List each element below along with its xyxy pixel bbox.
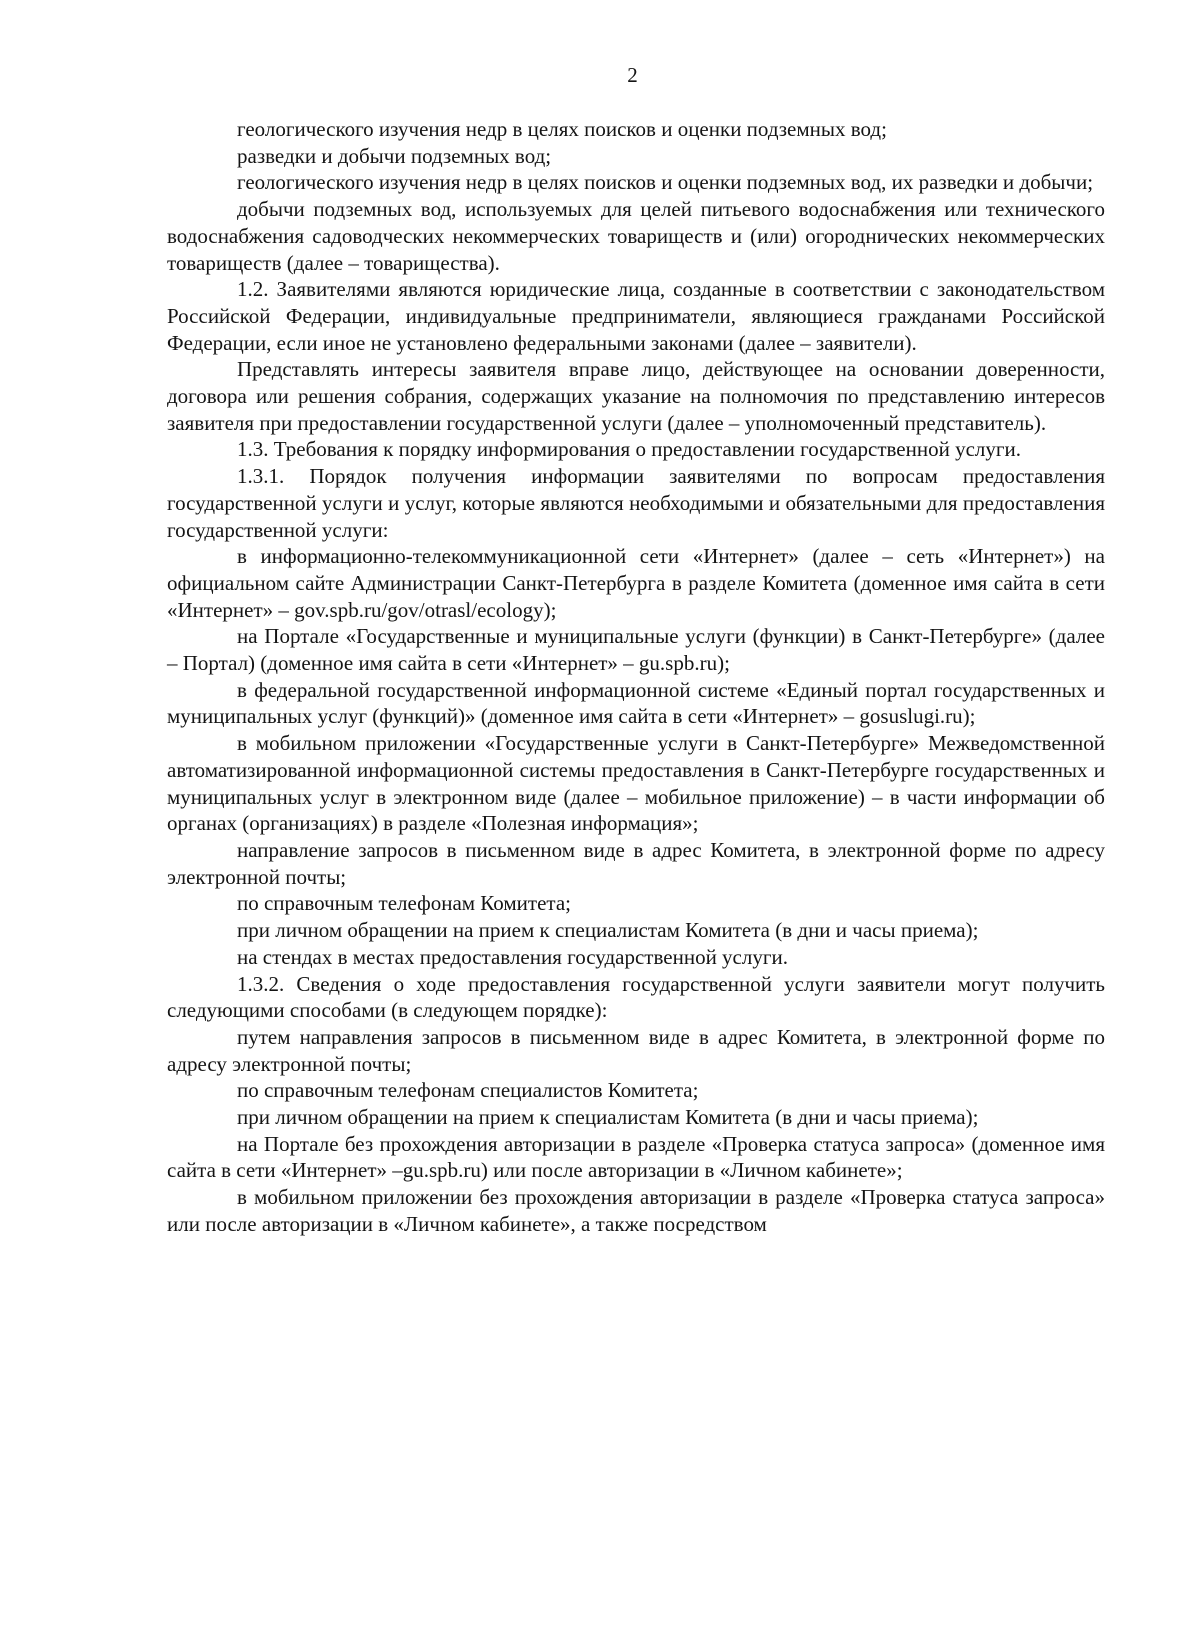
paragraph: на стендах в местах предоставления государственной услуги. bbox=[237, 944, 788, 969]
paragraph: путем направления запросов в письменном виде в адрес Комитета, в электронной форме по адресу электронной почты; bbox=[167, 1024, 1105, 1076]
paragraph: направление запросов в письменном виде в адрес Комитета, в электронной форме по адресу электронной почты; bbox=[167, 837, 1105, 889]
paragraph: в информационно-телекоммуникационной сети «Интернет» (далее – сеть «Интернет») на официальном сайте Администрации Санкт-Петербурга в разделе Комитета (доменное имя сайта в сети «Интернет» – gov.spb.ru/gov/otrasl/ecology); bbox=[167, 544, 1105, 622]
paragraph: 1.3.1. Порядок получения информации заявителями по вопросам предоставления государственной услуги и услуг, которые являются необходимыми и обязательными для предоставления государственной услуги: bbox=[167, 464, 1105, 542]
paragraph: геологического изучения недр в целях поисков и оценки подземных вод, их разведки и добычи; bbox=[237, 170, 1094, 195]
paragraph: при личном обращении на прием к специалистам Комитета (в дни и часы приема); bbox=[237, 918, 979, 943]
paragraph: 1.3. Требования к порядку информирования о предоставлении государственной услуги. bbox=[237, 437, 1021, 462]
paragraph: геологического изучения недр в целях поисков и оценки подземных вод; bbox=[237, 117, 887, 141]
paragraph: в мобильном приложении «Государственные услуги в Санкт-Петербурге» Межведомственной автоматизированной информационной системы предоставления в Санкт-Петербурге государственных и муниципальных услуг в электронном виде (далее – мобильное приложение) – в части информации об органах (организациях) в разделе «Полезная информация»; bbox=[167, 731, 1105, 836]
paragraph: Представлять интересы заявителя вправе лицо, действующее на основании доверенности, договора или решения собрания, содержащих указание на полномочия по представлению интересов заявителя при предоставлении государственной услуги (далее – уполномоченный представитель). bbox=[167, 357, 1105, 435]
paragraph: разведки и добычи подземных вод; bbox=[237, 143, 552, 168]
paragraph: в мобильном приложении без прохождения авторизации в разделе «Проверка статуса запроса» или после авторизации в «Личном кабинете», а также посредством bbox=[167, 1185, 1105, 1236]
paragraph: по справочным телефонам специалистов Комитета; bbox=[237, 1078, 699, 1103]
document-body bbox=[167, 116, 1105, 1238]
paragraph: 1.3.2. Сведения о ходе предоставления государственной услуги заявители могут получить следующими способами (в следующем порядке): bbox=[167, 971, 1105, 1023]
paragraph: на Портале без прохождения авторизации в разделе «Проверка статуса запроса» (доменное имя сайта в сети «Интернет» –gu.spb.ru) или после авторизации в «Личном кабинете»; bbox=[167, 1131, 1105, 1183]
paragraph: 1.2. Заявителями являются юридические лица, созданные в соответствии с законодательством Российской Федерации, индивидуальные предприниматели, являющиеся гражданами Российской Федерации, если иное не установлено федеральными законами (далее – заявители). bbox=[167, 277, 1105, 355]
paragraph: по справочным телефонам Комитета; bbox=[237, 891, 571, 916]
paragraph: при личном обращении на прием к специалистам Комитета (в дни и часы приема); bbox=[237, 1105, 979, 1130]
paragraph: на Портале «Государственные и муниципальные услуги (функции) в Санкт-Петербурге» (далее – Портал) (доменное имя сайта в сети «Интернет» – gu.spb.ru); bbox=[167, 624, 1105, 676]
paragraph: добычи подземных вод, используемых для целей питьевого водоснабжения или технического водоснабжения садоводческих некоммерческих товариществ и (или) огороднических некоммерческих товариществ (далее – товарищества). bbox=[167, 197, 1105, 275]
paragraph: в федеральной государственной информационной системе «Единый портал государственных и муниципальных услуг (функций)» (доменное имя сайта в сети «Интернет» – gosuslugi.ru); bbox=[167, 677, 1105, 729]
page-number: 2 bbox=[627, 63, 638, 87]
